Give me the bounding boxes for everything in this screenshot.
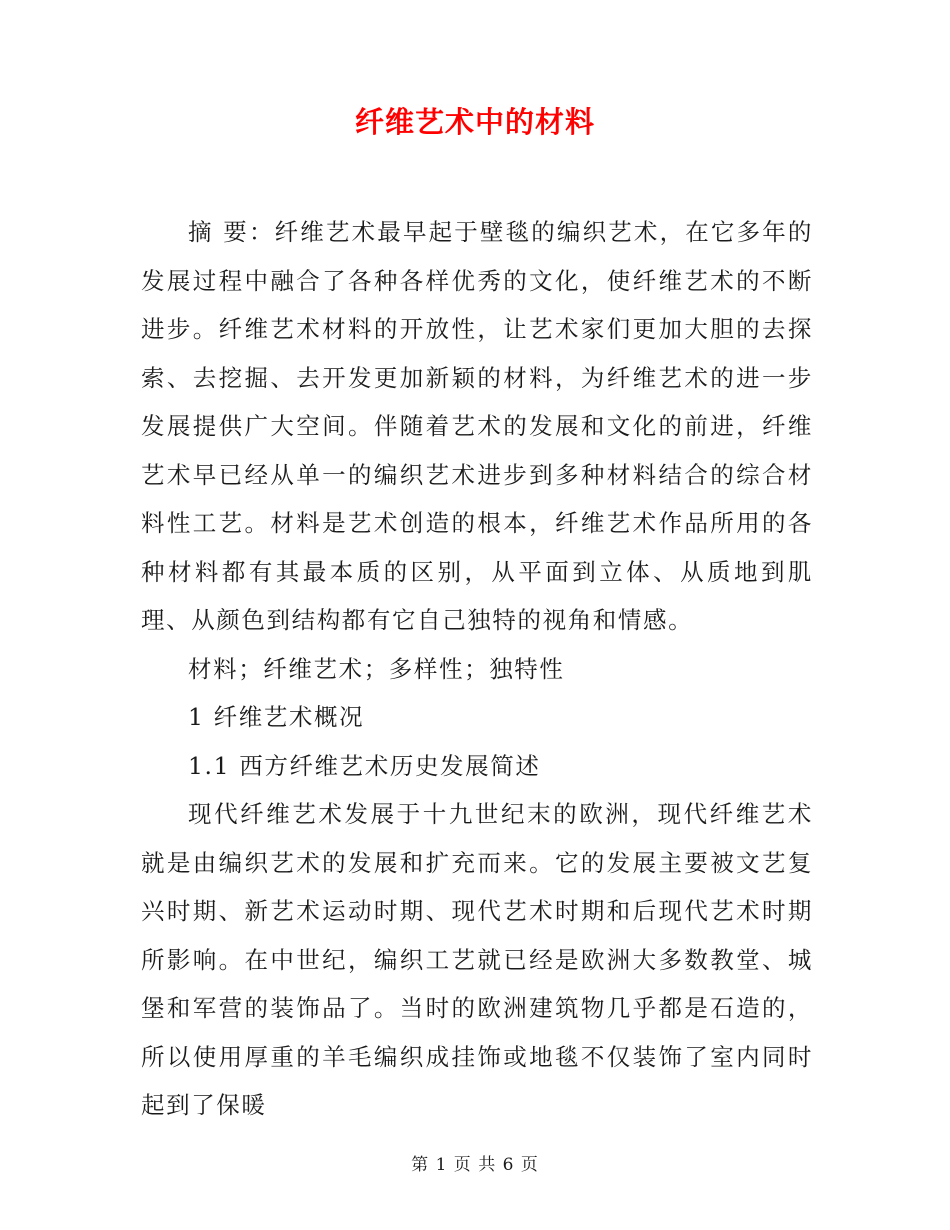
document-body — [141, 208, 813, 1130]
section-heading: 1 纤维艺术概况 — [188, 703, 365, 731]
subsection-heading: 1.1 西方纤维艺术历史发展简述 — [188, 751, 541, 780]
abstract-paragraph: 摘 要：纤维艺术最早起于壁毯的编织艺术，在它多年的发展过程中融合了各种各样优秀的文化，使纤维艺术的不断进步。纤维艺术材料的开放性，让艺术家们更加大胆的去探索、去挖掘、去开发更加新颖的材料，为纤维艺术的进一步发展提供广大空间。伴随着艺术的发展和文化的前进，纤维艺术早已经从单一的编织艺术进步到多种材料结合的综合材料性工艺。材料是艺术创造的根本，纤维艺术作品所用的各种材料都有其最本质的区别，从平面到立体、从质地到肌理、从颜色到结构都有它自己独特的视角和情感。 — [141, 218, 813, 634]
document-title: 纤维艺术中的材料 — [354, 105, 595, 139]
page-footer: 第 1 页 共 6 页 — [411, 1155, 539, 1175]
body-paragraph: 现代纤维艺术发展于十九世纪末的欧洲，现代纤维艺术就是由编织艺术的发展和扩充而来。它的发展主要被文艺复兴时期、新艺术运动时期、现代艺术时期和后现代艺术时期所影响。在中世纪，编织工艺就已经是欧洲大多数教堂、城堡和军营的装饰品了。当时的欧洲建筑物几乎都是石造的，所以使用厚重的羊毛编织成挂饰或地毯不仅装饰了室内同时起到了保暖 — [141, 800, 813, 1119]
keywords-paragraph: 材料；纤维艺术；多样性；独特性 — [188, 654, 565, 683]
